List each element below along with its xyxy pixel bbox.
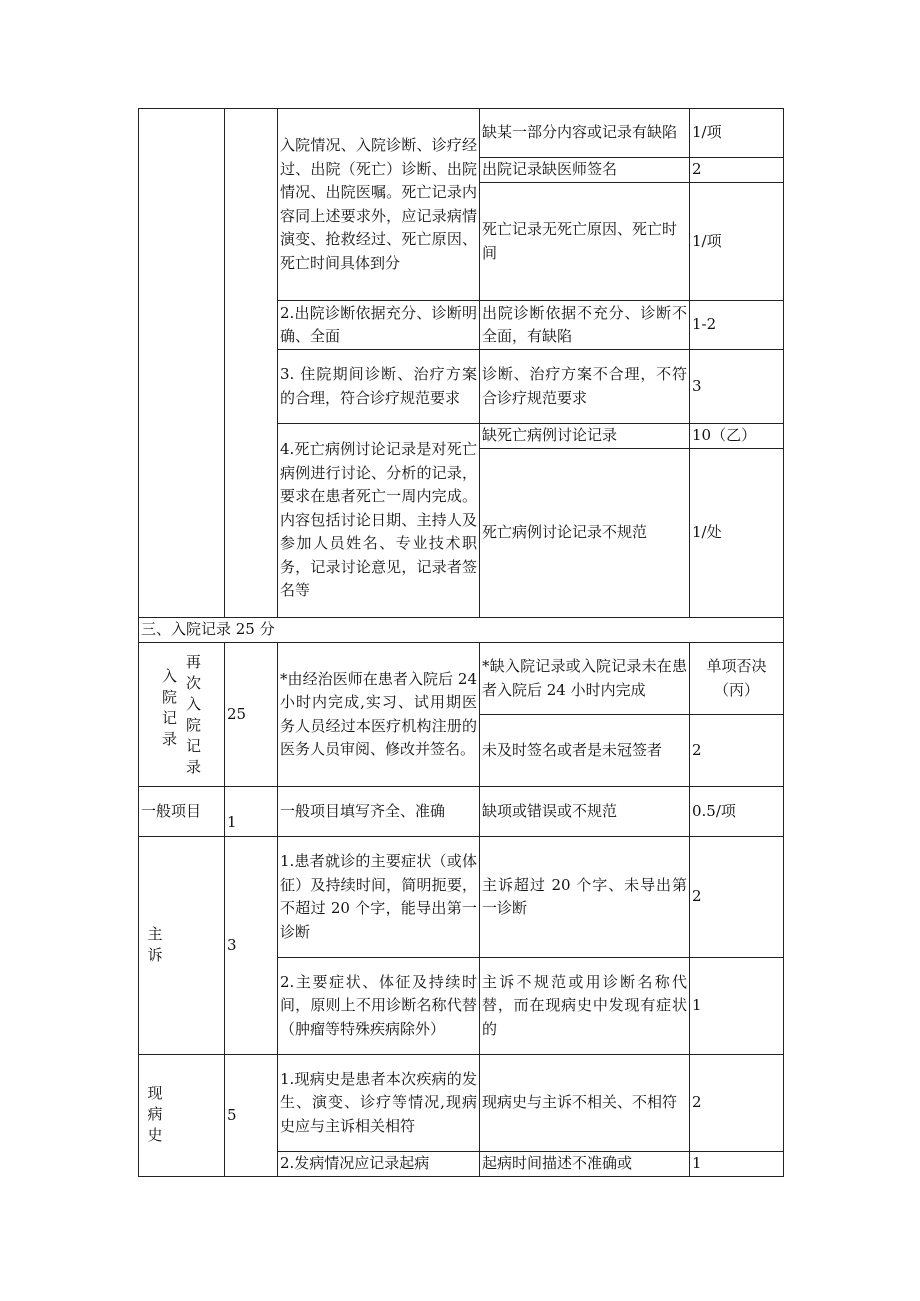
score-cell: 0.5/项 xyxy=(690,787,784,837)
table-row xyxy=(139,837,784,958)
score-cell: 2 xyxy=(690,715,784,787)
requirement-cell: 入院情况、入院诊断、诊疗经过、出院（死亡）诊断、出院情况、出院医嘱。死亡记录内容同上述要求外，应记录病情演变、抢救经过、死亡原因、死亡时间具体到分 xyxy=(278,109,480,301)
deduction-cell: 起病时间描述不准确或 xyxy=(480,1152,690,1177)
deduction-cell: 死亡记录无死亡原因、死亡时间 xyxy=(480,183,690,301)
score-cell: 1 xyxy=(690,958,784,1055)
deduction-cell: 诊断、治疗方案不合理，不符合诊疗规范要求 xyxy=(480,350,690,424)
points-cell: 3 xyxy=(225,837,278,1055)
item-label-col2: 再次入院记录 xyxy=(185,652,201,776)
score-cell: 1/项 xyxy=(690,183,784,301)
table-row xyxy=(139,787,784,837)
requirement-cell: 2.出院诊断依据充分、诊断明确、全面 xyxy=(278,301,480,350)
table-row xyxy=(139,618,784,643)
points-cell-empty xyxy=(225,109,278,618)
table-row xyxy=(139,1055,784,1152)
table-row xyxy=(139,643,784,715)
requirement-cell: *由经治医师在患者入院后 24 小时内完成,实习、试用期医务人员经过本医疗机构注册的医务人员审阅、修改并签名。 xyxy=(278,643,480,787)
deduction-cell: 现病史与主诉不相关、不相符 xyxy=(480,1055,690,1152)
points-cell: 25 xyxy=(225,643,278,787)
deduction-cell: 未及时签名或者是未冠签者 xyxy=(480,715,690,787)
requirement-cell: 1.现病史是患者本次疾病的发生、演变、诊疗等情况,现病史应与主诉相关相符 xyxy=(278,1055,480,1152)
score-cell: 单项否决（丙） xyxy=(690,643,784,715)
deduction-cell: 出院诊断依据不充分、诊断不全面，有缺陷 xyxy=(480,301,690,350)
deduction-cell: *缺入院记录或入院记录未在患者入院后 24 小时内完成 xyxy=(480,643,690,715)
score-cell: 2 xyxy=(690,837,784,958)
item-label-col1: 入院记录 xyxy=(161,666,177,748)
deduction-cell: 缺死亡病例讨论记录 xyxy=(480,424,690,449)
item-label: 现病史 xyxy=(147,1084,163,1145)
deduction-cell: 缺项或错误或不规范 xyxy=(480,787,690,837)
requirement-cell: 2.发病情况应记录起病 xyxy=(278,1152,480,1177)
points-cell: 1 xyxy=(225,787,278,837)
requirement-cell: 一般项目填写齐全、准确 xyxy=(278,787,480,837)
deduction-cell: 主诉超过 20 个字、未导出第一诊断 xyxy=(480,837,690,958)
score-cell: 1-2 xyxy=(690,301,784,350)
score-cell: 1/处 xyxy=(690,449,784,618)
scoring-table xyxy=(138,108,784,1177)
item-label: 主诉 xyxy=(147,924,163,964)
deduction-cell: 死亡病例讨论记录不规范 xyxy=(480,449,690,618)
requirement-cell: 1.患者就诊的主要症状（或体征）及持续时间，简明扼要，不超过 20 个字，能导出第一诊断 xyxy=(278,837,480,958)
item-cell-empty xyxy=(139,109,225,618)
item-cell xyxy=(139,837,225,1055)
score-cell: 10（乙） xyxy=(690,424,784,449)
item-cell xyxy=(139,643,225,787)
score-cell: 2 xyxy=(690,158,784,183)
deduction-cell: 缺某一部分内容或记录有缺陷 xyxy=(480,109,690,158)
item-cell xyxy=(139,1055,225,1177)
score-cell: 1 xyxy=(690,1152,784,1177)
requirement-cell: 3. 住院期间诊断、治疗方案的合理，符合诊疗规范要求 xyxy=(278,350,480,424)
score-cell: 2 xyxy=(690,1055,784,1152)
table-row xyxy=(139,109,784,158)
points-cell: 5 xyxy=(225,1055,278,1177)
deduction-cell: 出院记录缺医师签名 xyxy=(480,158,690,183)
requirement-cell: 2.主要症状、体征及持续时间，原则上不用诊断名称代替（肿瘤等特殊疾病除外） xyxy=(278,958,480,1055)
item-cell: 一般项目 xyxy=(139,787,225,837)
deduction-cell: 主诉不规范或用诊断名称代替，而在现病史中发现有症状的 xyxy=(480,958,690,1055)
section-header: 三、入院记录 25 分 xyxy=(139,618,784,643)
requirement-cell: 4.死亡病例讨论记录是对死亡病例进行讨论、分析的记录，要求在患者死亡一周内完成。内容包括讨论日期、主持人及参加人员姓名、专业技术职务，记录讨论意见，记录者签名等 xyxy=(278,424,480,618)
score-cell: 1/项 xyxy=(690,109,784,158)
score-cell: 3 xyxy=(690,350,784,424)
